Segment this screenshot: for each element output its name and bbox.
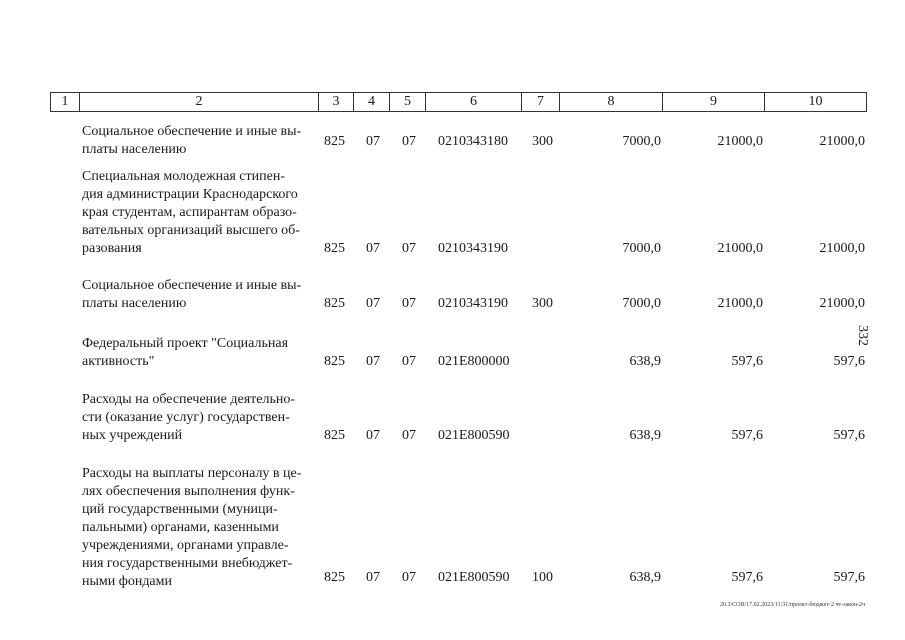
desc-line: Социальное обеспечение и иные вы-	[82, 278, 302, 293]
cell-subsection: 07	[402, 428, 416, 443]
row-description	[82, 465, 316, 591]
cell-ministry: 825	[324, 296, 345, 311]
desc-line: ния государственными внебюджет-	[82, 556, 293, 571]
cell-amount-1: 638,9	[629, 428, 661, 443]
desc-line: Социальное обеспечение и иные вы-	[82, 124, 302, 139]
cell-amount-2: 597,6	[731, 570, 763, 585]
cell-amount-2: 21000,0	[717, 134, 763, 149]
cell-target-article: 0210343190	[438, 296, 508, 311]
footer-stamp: 20.3/СОВ/17.02.2023/11:31/проект-бюджет-2 чт-закон-2ч	[720, 602, 865, 608]
cell-amount-2: 21000,0	[717, 296, 763, 311]
desc-line: ными фондами	[82, 574, 173, 589]
cell-amount-2: 597,6	[731, 428, 763, 443]
table-row	[0, 123, 905, 159]
header-col-6: 6	[426, 93, 522, 112]
table-row	[0, 277, 905, 313]
cell-amount-1: 638,9	[629, 354, 661, 369]
desc-line: ных учреждений	[82, 428, 183, 443]
header-row	[51, 93, 867, 112]
table-row	[0, 168, 905, 258]
header-col-3: 3	[319, 93, 354, 112]
row-description	[82, 277, 316, 313]
cell-section: 07	[366, 428, 380, 443]
cell-amount-3: 597,6	[833, 570, 865, 585]
cell-section: 07	[366, 570, 380, 585]
row-description	[82, 391, 316, 445]
row-description	[82, 168, 316, 258]
cell-amount-3: 21000,0	[819, 241, 865, 256]
cell-section: 07	[366, 241, 380, 256]
cell-subsection: 07	[402, 241, 416, 256]
column-header-table	[50, 92, 867, 112]
cell-section: 07	[366, 354, 380, 369]
desc-line: пальными) органами, казенными	[82, 520, 279, 535]
cell-ministry: 825	[324, 354, 345, 369]
header-col-2: 2	[80, 93, 319, 112]
table-row	[0, 391, 905, 445]
cell-amount-1: 7000,0	[622, 296, 661, 311]
cell-target-article: 0210343180	[438, 134, 508, 149]
row-description	[82, 335, 316, 371]
table-row	[0, 335, 905, 371]
header-col-7: 7	[522, 93, 560, 112]
desc-line: дия администрации Краснодарского	[82, 187, 298, 202]
row-description	[82, 123, 316, 159]
cell-subsection: 07	[402, 134, 416, 149]
cell-subsection: 07	[402, 296, 416, 311]
cell-ministry: 825	[324, 241, 345, 256]
cell-expense-type: 300	[532, 134, 553, 149]
table-row	[0, 465, 905, 591]
cell-amount-3: 21000,0	[819, 296, 865, 311]
header-col-10: 10	[765, 93, 867, 112]
cell-amount-1: 7000,0	[622, 134, 661, 149]
desc-line: края студентам, аспирантам образо-	[82, 205, 297, 220]
desc-line: разования	[82, 241, 142, 256]
page-number: 332	[855, 325, 870, 346]
cell-section: 07	[366, 134, 380, 149]
cell-amount-3: 597,6	[833, 428, 865, 443]
desc-line: Расходы на обеспечение деятельно-	[82, 392, 295, 407]
desc-line: Федеральный проект "Социальная	[82, 336, 289, 351]
desc-line: учреждениями, органами управле-	[82, 538, 289, 553]
cell-subsection: 07	[402, 570, 416, 585]
cell-ministry: 825	[324, 428, 345, 443]
header-col-9: 9	[663, 93, 765, 112]
cell-amount-2: 597,6	[731, 354, 763, 369]
cell-amount-1: 7000,0	[622, 241, 661, 256]
cell-target-article: 0210343190	[438, 241, 508, 256]
desc-line: сти (оказание услуг) государствен-	[82, 410, 290, 425]
cell-expense-type: 300	[532, 296, 553, 311]
desc-line: активность"	[82, 354, 155, 369]
cell-ministry: 825	[324, 570, 345, 585]
cell-amount-3: 21000,0	[819, 134, 865, 149]
cell-target-article: 021E800590	[438, 570, 510, 585]
cell-amount-1: 638,9	[629, 570, 661, 585]
desc-line: вательных организаций высшего об-	[82, 223, 300, 238]
cell-amount-3: 597,6	[833, 354, 865, 369]
cell-expense-type: 100	[532, 570, 553, 585]
header-col-4: 4	[354, 93, 390, 112]
desc-line: лях обеспечения выполнения функ-	[82, 484, 295, 499]
cell-subsection: 07	[402, 354, 416, 369]
desc-line: платы населению	[82, 296, 187, 311]
cell-section: 07	[366, 296, 380, 311]
desc-line: ций государственными (муници-	[82, 502, 278, 517]
header-col-1: 1	[51, 93, 80, 112]
cell-target-article: 021E800000	[438, 354, 510, 369]
cell-ministry: 825	[324, 134, 345, 149]
header-col-5: 5	[390, 93, 426, 112]
cell-target-article: 021E800590	[438, 428, 510, 443]
desc-line: Специальная молодежная стипен-	[82, 169, 285, 184]
desc-line: платы населению	[82, 142, 187, 157]
cell-amount-2: 21000,0	[717, 241, 763, 256]
header-col-8: 8	[560, 93, 663, 112]
desc-line: Расходы на выплаты персоналу в це-	[82, 466, 302, 481]
